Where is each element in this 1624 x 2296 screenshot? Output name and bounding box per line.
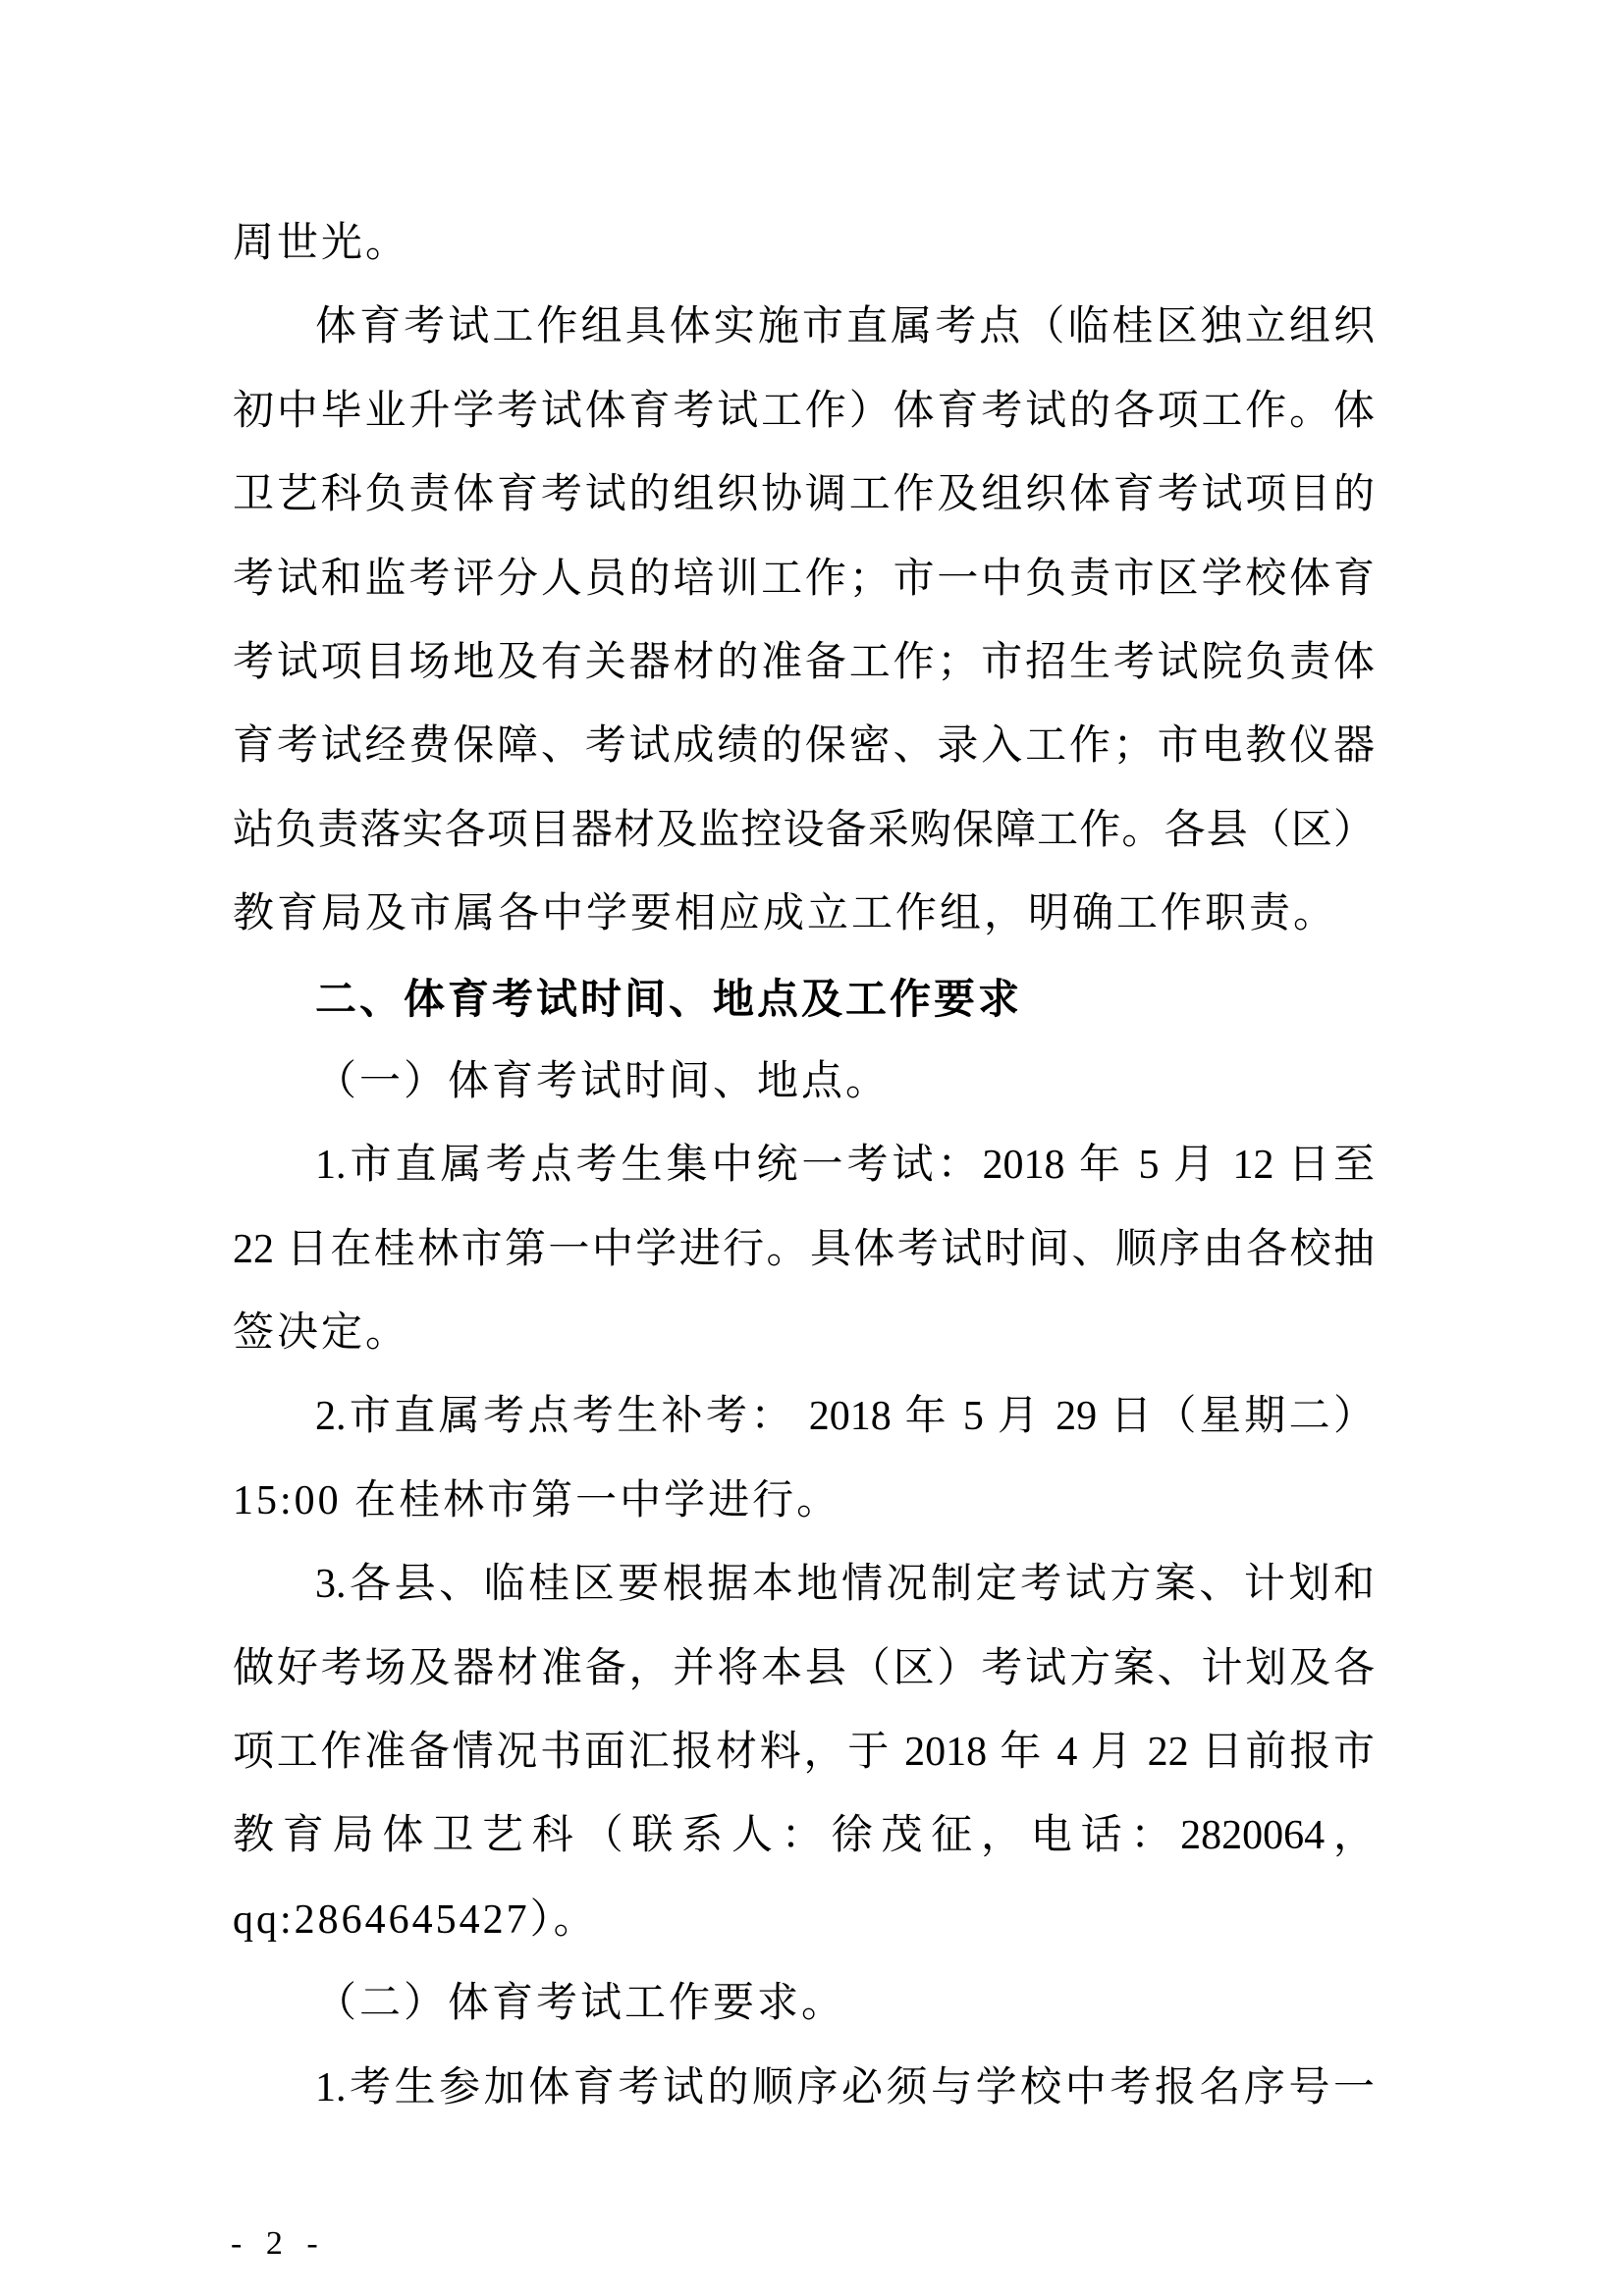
text-line: 初中毕业升学考试体育考试工作）体育考试的各项工作。体 xyxy=(233,388,1375,434)
text-line: 1.市直属考点考生集中统一考试：2018 年 5 月 12 日至 xyxy=(315,1143,1375,1189)
text-line: （二）体育考试工作要求。 xyxy=(315,1981,846,2027)
text-line: 签决定。 xyxy=(233,1310,410,1357)
text-line: 3.各县、临桂区要根据本地情况制定考试方案、计划和 xyxy=(315,1562,1375,1608)
text-line: 1.考生参加体育考试的顺序必须与学校中考报名序号一 xyxy=(315,2064,1375,2110)
text-line: 22 日在桂林市第一中学进行。具体考试时间、顺序由各校抽 xyxy=(233,1226,1375,1272)
page-number: - 2 - xyxy=(231,2225,326,2262)
text-line: 做好考场及器材准备，并将本县（区）考试方案、计划及各 xyxy=(233,1645,1375,1691)
text-line: 15:00 在桂林市第一中学进行。 xyxy=(233,1477,841,1523)
text-line: 2.市直属考点考生补考： 2018 年 5 月 29 日（星期二） xyxy=(315,1394,1375,1440)
text-line: 项工作准备情况书面汇报材料，于 2018 年 4 月 22 日前报市 xyxy=(233,1730,1375,1776)
text-line: 育考试经费保障、考试成绩的保密、录入工作；市电教仪器 xyxy=(233,723,1375,770)
text-line: 体育考试工作组具体实施市直属考点（临桂区独立组织 xyxy=(315,304,1375,350)
text-line: 教育局及市属各中学要相应成立工作组，明确工作职责。 xyxy=(233,891,1338,937)
text-line: 二、体育考试时间、地点及工作要求 xyxy=(315,975,1023,1022)
text-line: 周世光。 xyxy=(233,221,410,266)
text-line: qq:2864645427）。 xyxy=(233,1896,598,1943)
text-line: 站负责落实各项目器材及监控设备采购保障工作。各县（区） xyxy=(233,807,1375,853)
text-line: 考试和监考评分人员的培训工作；市一中负责市区学校体育 xyxy=(233,556,1375,602)
text-line: 卫艺科负责体育考试的组织协调工作及组织体育考试项目的 xyxy=(233,472,1375,518)
text-line: 考试项目场地及有关器材的准备工作；市招生考试院负责体 xyxy=(233,639,1375,685)
text-line: 教育局体卫艺科（联系人：徐茂征，电话：2820064， xyxy=(233,1813,1375,1859)
document-body xyxy=(233,202,1375,2130)
text-line: （一）体育考试时间、地点。 xyxy=(315,1058,891,1104)
